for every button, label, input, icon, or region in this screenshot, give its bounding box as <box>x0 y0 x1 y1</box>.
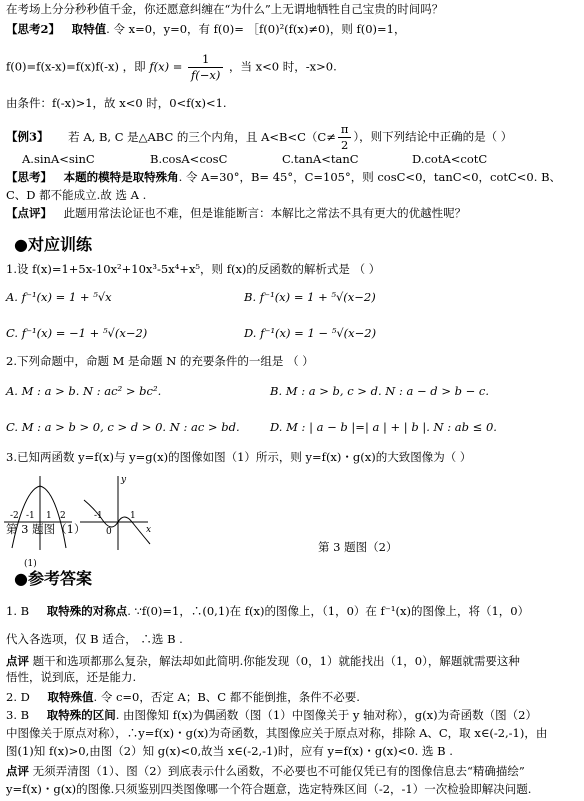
fraction-denominator: f(−x) <box>191 68 221 82</box>
a3-method: 取特殊的区间 <box>46 708 116 722</box>
think2-line3: 由条件：f(-x)>1，故 x<0 时，0<f(x)<1. <box>6 96 227 110</box>
fig1-tick-neg1: -1 <box>26 511 35 521</box>
q1-option-b: B. f⁻¹(x) = 1 + ⁵√(x−2) <box>244 290 376 304</box>
think2-line1 <box>6 22 405 37</box>
a3-line5: y=f(x)・g(x)的图像.只须鉴别四类图像哪一个符合题意，选定特殊区间（-2，-1）一次检验即解决问题. <box>6 782 532 796</box>
think2-method: 取特值 <box>71 22 107 36</box>
example3-option-b: B.cosA<cosC <box>150 152 228 166</box>
fig1-label: (1) <box>24 559 37 569</box>
think2-eq: f(0)=f(x-x)=f(x)f(-x) ，即 <box>6 59 146 74</box>
comment-line <box>6 206 466 221</box>
think2-fx: f(x) = <box>149 59 183 74</box>
a2-method: 取特殊值 <box>47 690 94 704</box>
fraction-two: 2 <box>340 138 349 152</box>
example3-tag: 【例3】 <box>6 129 49 144</box>
q1-stem: 1.设 f(x)=1+5x-10x²+10x³-5x⁴+x⁵，则 f(x)的反函数的解析式是 （ ） <box>6 262 381 276</box>
think2-text: . 令 x=0，y=0，有 f(0)= ［f(0)²(f(x)≠0)，则 f(0)=1， <box>106 22 406 36</box>
comment-text: 此题用常法论证也不难，但是谁能断言：本解比之常法不具有更大的优越性呢？ <box>63 206 467 220</box>
section-training-heading: ●对应训练 <box>14 235 92 254</box>
intro-text: 在考场上分分秒秒值千金，你还愿意纠缠在“为什么”上无谓地牺牲自己宝贵的时间吗？ <box>6 2 444 16</box>
example3-option-c: C.tanA<tanC <box>282 152 359 166</box>
a3-comment-text: 无须弄清图（1）、图（2）到底表示什么函数，不必要也不可能仅凭已有的图像信息去“精确描绘” <box>29 764 525 778</box>
q3-figure <box>0 470 160 570</box>
q2-option-b: B. M : a > b, c > d. N : a − d > b − c. <box>270 384 490 398</box>
think2-fraction <box>188 52 223 83</box>
think-tag: 【思考】 <box>6 170 52 184</box>
q2-option-c: C. M : a > b > 0, c > d > 0. N : ac > bd. <box>6 420 240 434</box>
fig1-tick-2: 2 <box>60 511 66 521</box>
a3-comment-tag: 点评 <box>6 764 29 778</box>
example3-option-d: D.cotA<cotC <box>412 152 488 166</box>
a1-method: 取特殊的对称点 <box>46 604 128 618</box>
think-text: . 令 A=30°，B= 45°，C=105°，则 cosC<0，tanC<0，cotC<0. B、 <box>178 170 562 184</box>
q3-fig1-caption: 第 3 题图（1） <box>6 522 86 536</box>
a1-comment-text: 题干和选项都那么复杂，解法却如此简明.你能发现（0，1）就能找出（1，0），解题就需要这种 <box>29 654 520 668</box>
a2-text: . 令 c=0，否定 A；B、C 都不能倒推，条件不必要. <box>93 690 360 704</box>
fig2-tick-neg1: -1 <box>94 511 103 521</box>
fraction-numerator: 1 <box>188 52 223 68</box>
fig1-tick-neg2: -2 <box>10 511 19 521</box>
a3-answer: 3. B <box>6 708 30 722</box>
section-answers-heading: ●参考答案 <box>14 569 92 588</box>
q2-stem: 2.下列命题中，命题 M 是命题 N 的充要条件的一组是 （ ） <box>6 354 314 368</box>
a3-line1 <box>6 708 537 723</box>
q1-option-c: C. f⁻¹(x) = −1 + ⁵√(x−2) <box>6 326 148 340</box>
think-line1 <box>6 170 561 185</box>
a3-line2: 中图像关于原点对称），∴y=f(x)・g(x)为奇函数，其图像应关于原点对称，排除 A、C，取 x∈(-2,-1)，由 <box>6 726 548 740</box>
q1-option-d: D. f⁻¹(x) = 1 − ⁵√(x−2) <box>244 326 377 340</box>
q1-option-a: A. f⁻¹(x) = 1 + ⁵√x <box>6 290 112 304</box>
think-line2: C、D 都不能成立.故 选 A . <box>6 188 147 202</box>
fig1-tick-1: 1 <box>46 511 52 521</box>
a1-line3 <box>6 654 520 669</box>
example3-text: 若 A, B, C 是△ABC 的三个内角，且 A<B<C（C≠ <box>68 129 336 144</box>
a1-comment-tag: 点评 <box>6 654 29 668</box>
a1-line1 <box>6 604 529 619</box>
fraction-pi: π <box>338 122 352 138</box>
a1-answer: 1. B <box>6 604 30 618</box>
a3-text: . 由图像知 f(x)为偶函数（图（1）中图像关于 y 轴对称），g(x)为奇函数（图（2） <box>115 708 537 722</box>
example3-line <box>6 122 512 153</box>
q3-fig2-caption: 第 3 题图（2） <box>318 540 398 554</box>
a1-line2: 代入各选项，仅 B 适合， ∴选 B . <box>6 632 183 646</box>
a3-line3: 图(1)知 f(x)>0,由图（2）知 g(x)<0,故当 x∈(-2,-1)时，应有 y=f(x)・g(x)<0. 选 B . <box>6 744 453 758</box>
comment-tag: 【点评】 <box>6 206 52 220</box>
fig2-x-label: x <box>146 525 152 535</box>
example3-option-a: A.sinA<sinC <box>22 152 95 166</box>
a3-line4 <box>6 764 525 779</box>
a1-line4: 悟性，说到底，还是能力. <box>6 670 137 684</box>
fig2-tick-0: 0 <box>106 527 112 537</box>
a2-answer: 2. D <box>6 690 30 704</box>
think2-line2 <box>6 52 337 83</box>
q3-stem: 3.已知两函数 y=f(x)与 y=g(x)的图像如图（1）所示，则 y=f(x)・g(x)的大致图像为（ ） <box>6 450 472 464</box>
example3-fraction <box>338 122 352 153</box>
think-bold: 本题的模特是取特殊角 <box>63 170 179 184</box>
fig1-curve-f <box>12 486 66 548</box>
q2-option-a: A. M : a > b. N : ac² > bc². <box>6 384 162 398</box>
a1-text: . ∵f(0)=1，∴(0,1)在 f(x)的图像上，（1，0）在 f⁻¹(x)的图像上，将（1，0） <box>127 604 530 618</box>
fig2-tick-1: 1 <box>130 511 136 521</box>
example3-text2: ），则下列结论中正确的是（ ） <box>353 129 513 144</box>
think2-tag: 【思考2】 <box>6 22 61 36</box>
think2-cond: ，当 x<0 时，-x>0. <box>229 59 337 74</box>
q2-option-d: D. M : | a − b |=| a | + | b |. N : ab ≤ 0. <box>270 420 497 434</box>
a2-line <box>6 690 360 705</box>
fig2-y-label: y <box>121 475 127 485</box>
